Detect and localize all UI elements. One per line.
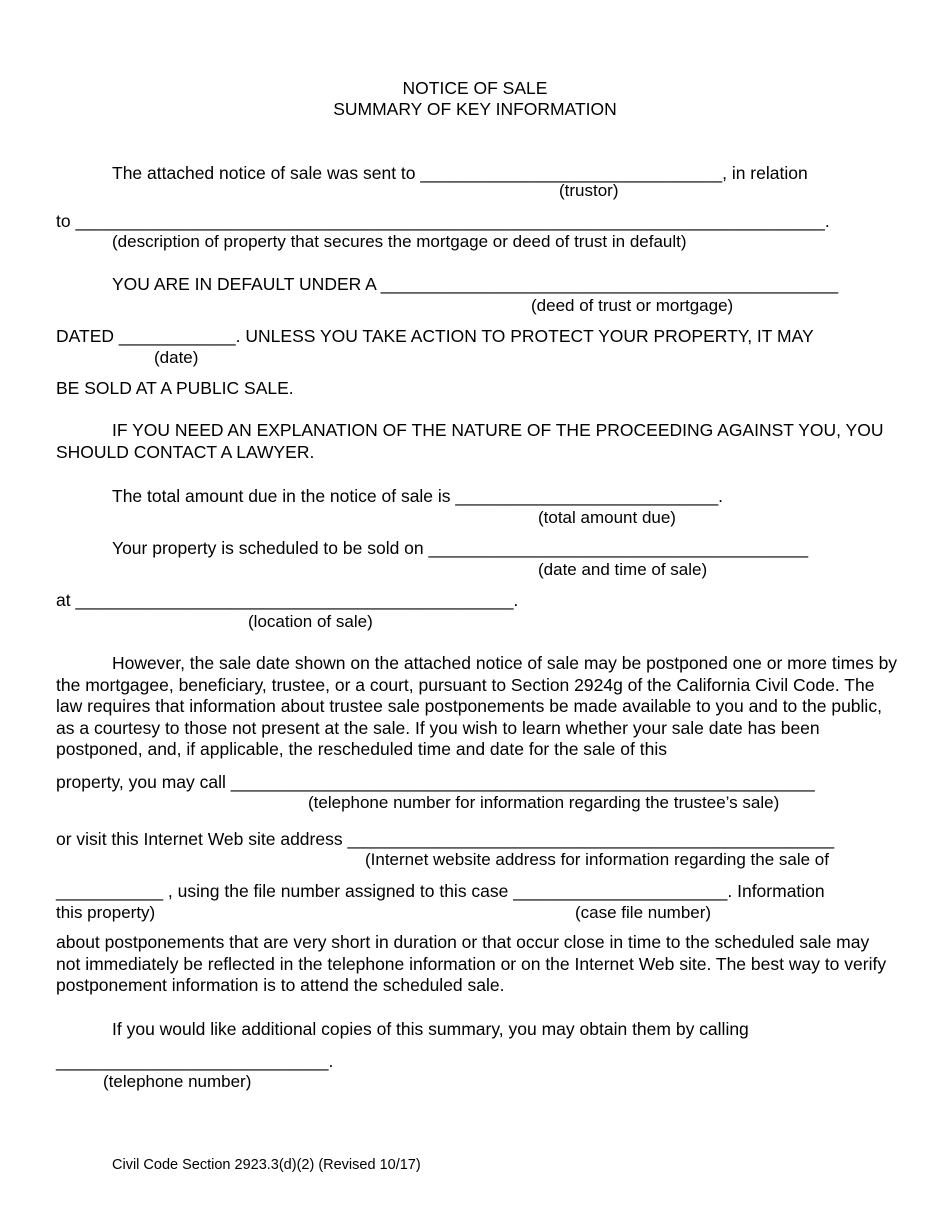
location-caption: (location of sale) <box>248 612 373 631</box>
footer-citation: Civil Code Section 2923.3(d)(2) (Revised 10/17) <box>112 1157 421 1173</box>
website-caption: (Internet website address for information regarding the sale of <box>365 850 829 869</box>
page-subtitle: SUMMARY OF KEY INFORMATION <box>333 99 617 119</box>
postponement-paragraph: about postponements that are very short in duration or that occur close in time to the scheduled sale may not immediately be reflected in the telephone information or on the Internet Web site. The best way to verify postponement information is to attend the scheduled sale. <box>56 932 887 995</box>
deed-caption: (deed of trust or mortgage) <box>531 296 734 315</box>
trustor-caption: (trustor) <box>559 181 619 200</box>
explanation-paragraph: IF YOU NEED AN EXPLANATION OF THE NATURE OF THE PROCEEDING AGAINST YOU, YOU SHOULD CONTACT A LAWYER. <box>56 420 884 462</box>
default-line: YOU ARE IN DEFAULT UNDER A _______________________________________________ <box>112 274 839 294</box>
property-line: to _____________________________________________________________________________. <box>56 211 830 231</box>
telephone-blank: ____________________________. <box>56 1051 334 1071</box>
telephone-caption: (telephone number) <box>103 1072 252 1091</box>
postponement-intro-paragraph: However, the sale date shown on the attached notice of sale may be postponed one or more times by the mortgagee, beneficiary, trustee, or a court, pursuant to Section 2924g of the California Civil Code. The law requires that information about trustee sale postponements be made available to you and to the public, as a courtesy to those not present at the sale. If you wish to learn whether your sale date has been postponed, and, if applicable, the rescheduled time and date for the sale of this <box>56 653 898 759</box>
this-property-caption: this property) <box>56 903 156 922</box>
scheduled-caption: (date and time of sale) <box>538 560 708 579</box>
case-number-caption: (case file number) <box>575 903 712 922</box>
phone-caption: (telephone number for information regarding the trustee’s sale) <box>308 793 780 812</box>
scheduled-line: Your property is scheduled to be sold on _______________________________________ <box>112 538 809 558</box>
copies-line: If you would like additional copies of this summary, you may obtain them by calling <box>112 1019 749 1039</box>
dated-line: DATED ____________. UNLESS YOU TAKE ACTION TO PROTECT YOUR PROPERTY, IT MAY <box>56 326 814 346</box>
file-number-line: ___________ , using the file number assigned to this case ______________________. Information <box>56 881 825 901</box>
public-sale-line: BE SOLD AT A PUBLIC SALE. <box>56 378 294 398</box>
total-due-line: The total amount due in the notice of sale is ___________________________. <box>112 486 724 506</box>
call-line: property, you may call ____________________________________________________________ <box>56 772 815 792</box>
location-line: at _____________________________________________. <box>56 590 519 610</box>
sent-to-line: The attached notice of sale was sent to _______________________________, in relation <box>112 163 808 183</box>
total-due-caption: (total amount due) <box>538 508 676 527</box>
property-caption: (description of property that secures the mortgage or deed of trust in default) <box>112 232 687 251</box>
date-caption: (date) <box>154 348 199 367</box>
website-line: or visit this Internet Web site address __________________________________________________ <box>56 829 835 849</box>
page-title: NOTICE OF SALE <box>402 78 548 98</box>
